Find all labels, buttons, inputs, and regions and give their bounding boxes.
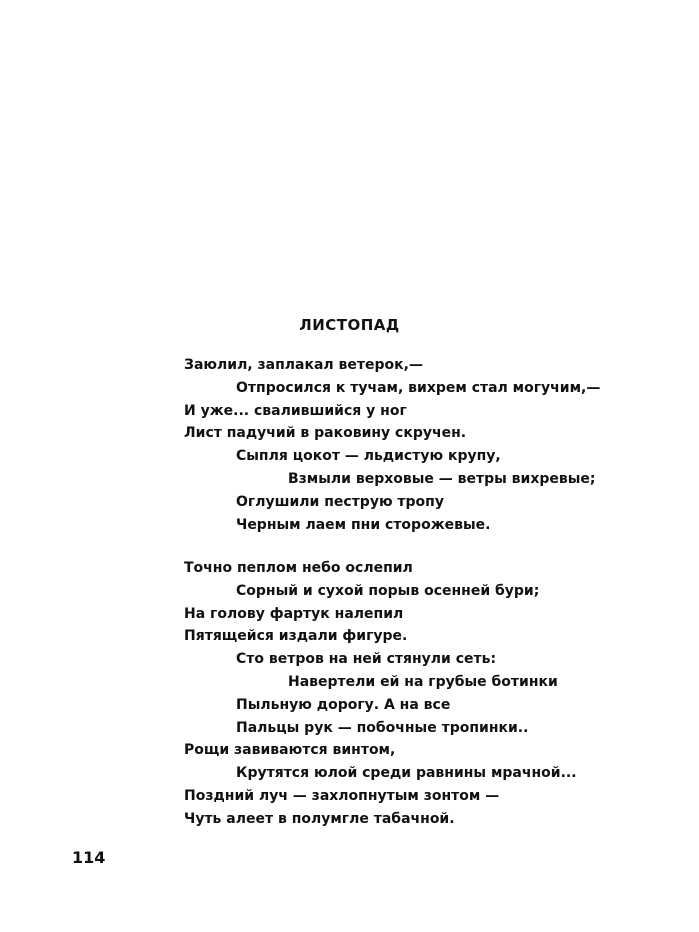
poem-line: И уже... свалившийся у ног bbox=[184, 402, 407, 419]
poem-line: Черным лаем пни сторожевые. bbox=[236, 516, 491, 533]
poem-title: ЛИСТОПАД bbox=[299, 316, 400, 334]
stanza-1 bbox=[184, 354, 600, 536]
poem-line: Крутятся юлой среди равнины мрачной... bbox=[236, 765, 577, 782]
poem-line: Сто ветров на ней стянули сеть: bbox=[236, 651, 497, 668]
poem-line: Точно пеплом небо ослепил bbox=[184, 560, 413, 576]
poem-line: Оглушили пеструю тропу bbox=[236, 493, 444, 510]
poem-line: Навертели ей на грубые ботинки bbox=[288, 673, 558, 690]
poem-line: Пальцы рук — побочные тропинки.. bbox=[236, 719, 529, 736]
poem-line: Пыльную дорогу. А на все bbox=[236, 696, 451, 713]
poem-line: Рощи завиваются винтом, bbox=[184, 742, 396, 759]
poem-line: Пятящейся издали фигуре. bbox=[184, 628, 408, 645]
poem-line: Отпросился к тучам, вихрем стал могучим,— bbox=[236, 379, 601, 396]
poem-line: Лист падучий в раковину скручен. bbox=[184, 425, 467, 442]
poem-line: Поздний луч — захлопнутым зонтом — bbox=[184, 787, 500, 804]
poem-line: Чуть алеет в полумгле табачной. bbox=[184, 810, 455, 827]
poem-line: Заюлил, заплакал ветерок,— bbox=[184, 357, 423, 373]
poem-line: На голову фартук налепил bbox=[184, 605, 404, 622]
poem-line: Взмыли верховые — ветры вихревые; bbox=[288, 470, 596, 487]
poem-line: Сорный и сухой порыв осенней бури; bbox=[236, 582, 540, 599]
page-number: 114 bbox=[72, 848, 106, 867]
poem-line: Сыпля цокот — льдистую крупу, bbox=[236, 448, 501, 465]
stanza-2 bbox=[184, 557, 577, 831]
